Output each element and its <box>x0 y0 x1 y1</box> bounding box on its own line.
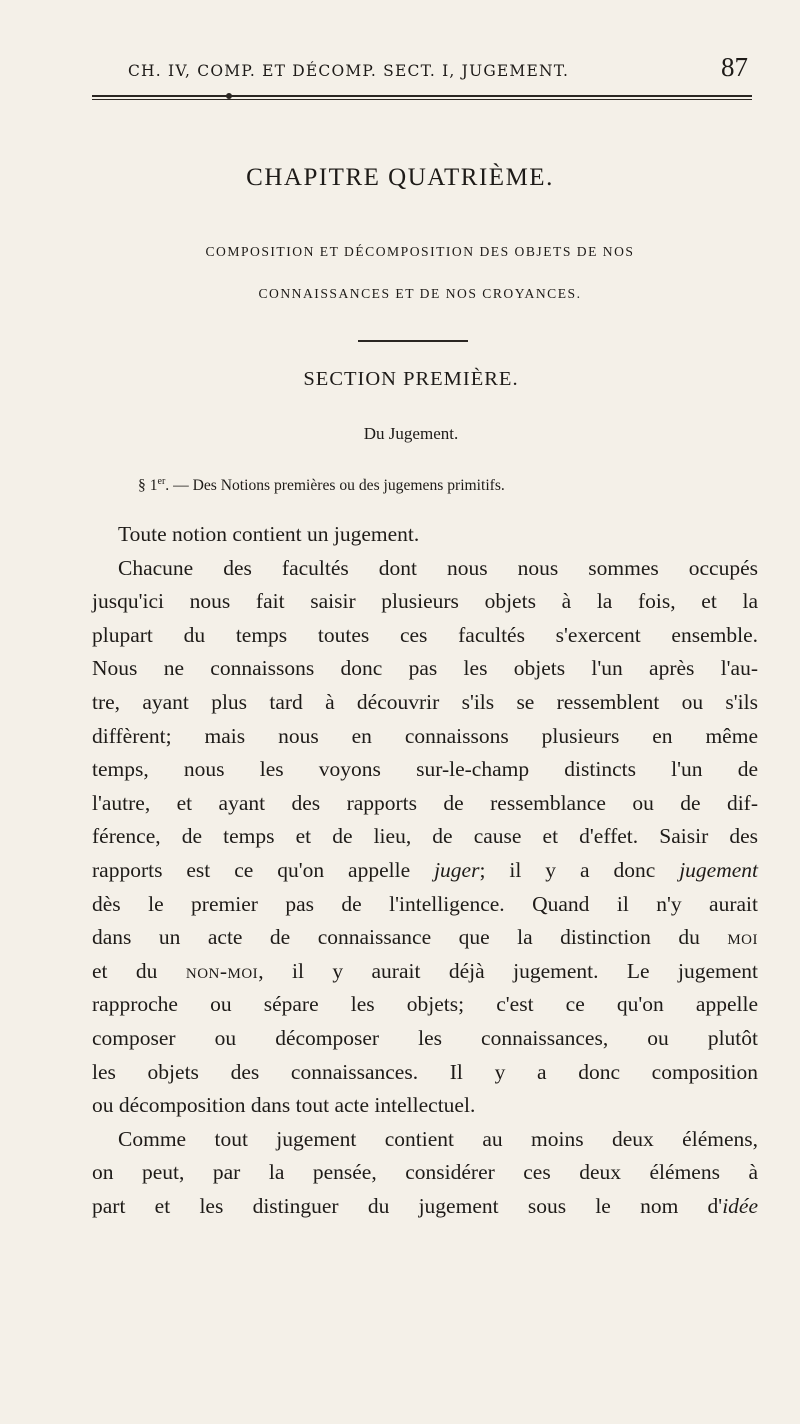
text-line: les objets des connaissances. Il y a donc composition <box>92 1059 758 1084</box>
text-run: , il y aurait déjà jugement. Le jugement <box>258 958 758 983</box>
section-title: SECTION PREMIÈRE. <box>303 368 519 390</box>
text-line <box>92 955 758 989</box>
paragraph-heading-text: . — Des Notions premières ou des jugemens primitifs. <box>165 477 505 495</box>
text-line: jusqu'ici nous fait saisir plusieurs objets à la fois, et la <box>92 589 758 614</box>
italic-term: juger <box>434 857 480 882</box>
text-line <box>92 1190 758 1224</box>
body-text <box>92 518 758 1223</box>
text-line: Chacune des facultés dont nous nous sommes occupés <box>118 555 758 580</box>
text-line: ou décomposition dans tout acte intellectuel. <box>92 1093 476 1118</box>
italic-term: jugement <box>679 857 758 882</box>
text-run: ; il y a donc <box>479 857 680 882</box>
smallcaps-term: moi <box>727 925 759 950</box>
text-line: on peut, par la pensée, considérer ces deux élémens à <box>92 1160 758 1185</box>
italic-term: idée <box>722 1193 758 1218</box>
text-run: rapports est ce qu'on appelle <box>92 857 435 882</box>
text-line: diffèrent; mais nous en connaissons plusieurs en même <box>92 723 758 748</box>
section-subtitle: Du Jugement. <box>363 424 459 443</box>
text-line: rapproche ou sépare les objets; c'est ce qu'on appelle <box>92 992 758 1017</box>
text-run: dans un acte de connaissance que la distinction du <box>92 925 700 950</box>
smallcaps-term: non-moi <box>185 958 259 983</box>
header-rule <box>92 95 752 97</box>
text-line: temps, nous les voyons sur-le-champ distincts l'un de <box>92 757 758 782</box>
text-run: et du <box>92 958 158 983</box>
text-line <box>92 921 758 955</box>
section-divider <box>358 340 468 342</box>
chapter-subtitle <box>130 231 710 315</box>
ornament-dot <box>226 93 232 99</box>
chapter-title: CHAPITRE QUATRIÈME. <box>246 164 554 191</box>
paragraph-symbol: § 1 <box>138 477 158 495</box>
text-line: férence, de temps et de lieu, de cause et d'effet. Saisir des <box>92 824 758 849</box>
text-line: tre, ayant plus tard à découvrir s'ils se ressemblent ou s'ils <box>92 689 758 714</box>
running-head <box>128 52 748 83</box>
text-line <box>92 854 758 888</box>
chapter-subtitle-line: COMPOSITION ET DÉCOMPOSITION DES OBJETS DE NOS <box>205 244 635 259</box>
text-line: l'autre, et ayant des rapports de ressemblance ou de dif- <box>92 790 758 815</box>
text-line: plupart du temps toutes ces facultés s'exercent ensemble. <box>92 622 758 647</box>
text-line: Toute notion contient un jugement. <box>118 522 420 546</box>
text-line: Comme tout jugement contient au moins deux élémens, <box>118 1126 758 1151</box>
header-rule-thin <box>92 99 752 100</box>
paragraph-sup: er <box>157 476 166 487</box>
running-head-text: CH. IV, COMP. ET DÉCOMP. SECT. I, JUGEMENT. <box>128 62 570 80</box>
text-run: part et les distinguer du jugement sous le nom d' <box>92 1193 723 1218</box>
text-line: Nous ne connaissons donc pas les objets l'un après l'au- <box>92 656 758 681</box>
chapter-subtitle-line: CONNAISSANCES ET DE NOS CROYANCES. <box>258 286 582 301</box>
page-number: 87 <box>721 52 748 82</box>
paragraph-heading <box>138 476 505 495</box>
text-line: dès le premier pas de l'intelligence. Quand il n'y aurait <box>92 891 758 916</box>
text-line: composer ou décomposer les connaissances, ou plutôt <box>92 1025 758 1050</box>
